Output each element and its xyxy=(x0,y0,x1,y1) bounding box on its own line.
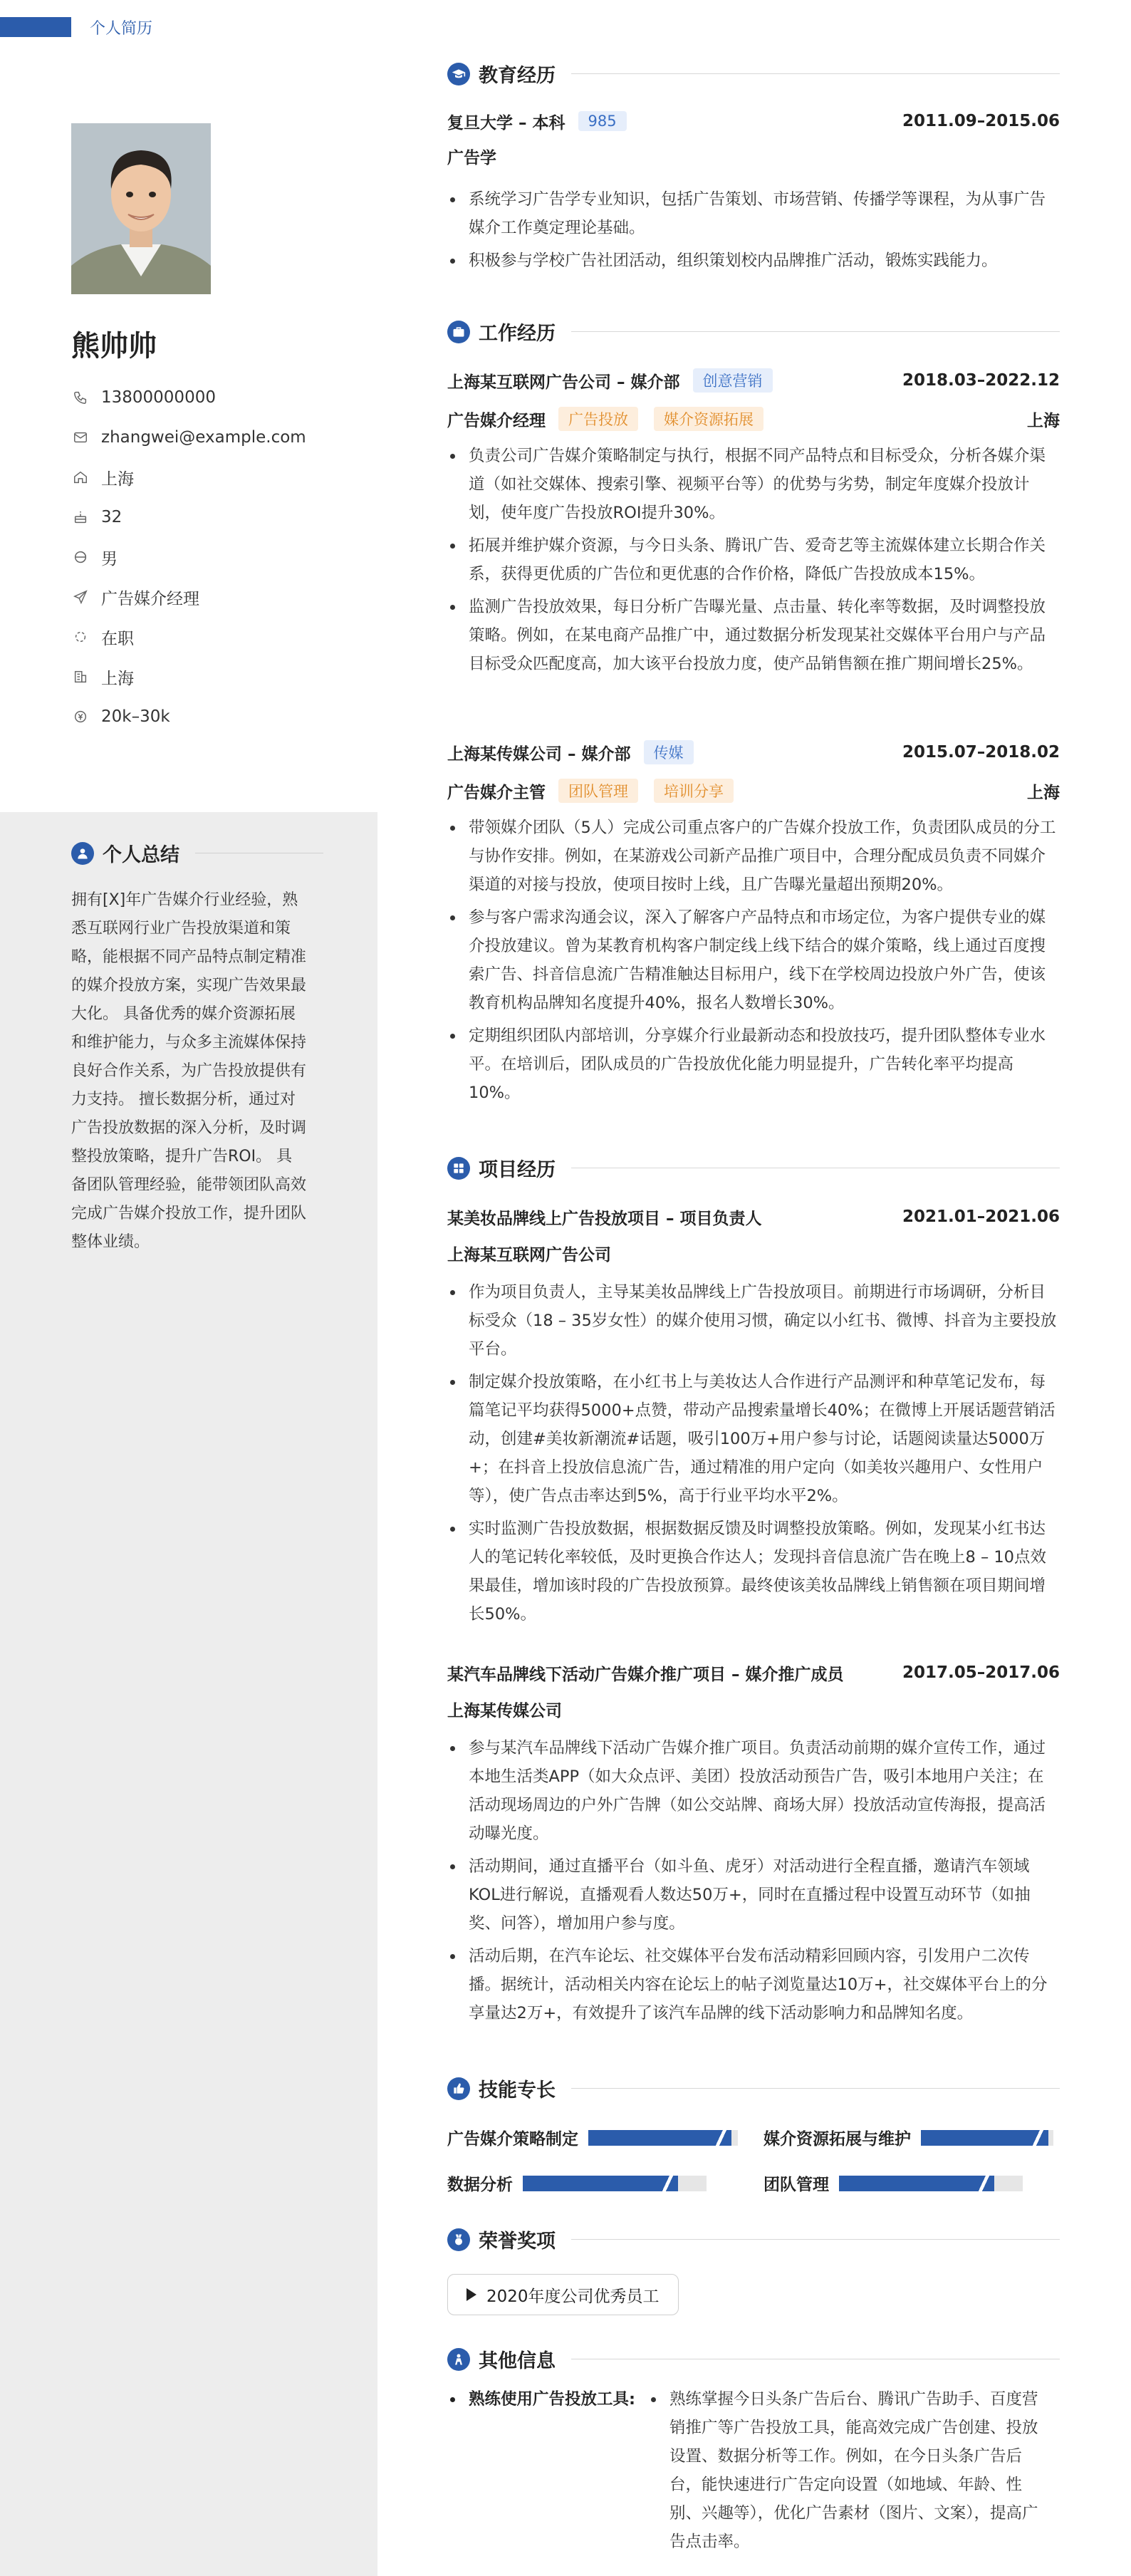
skill-bar xyxy=(523,2176,707,2191)
send-icon xyxy=(71,588,90,606)
list-item: 实时监测广告投放数据，根据数据反馈及时调整投放策略。例如，发现某小红书达人的笔记转化率较低，及时更换合作达人；发现抖音信息流广告在晚上8 – 10点效果最佳，增加该时段的广告投放预算。最终使该美妆品牌线上销售额在项目期间增长50%。 xyxy=(447,1515,1060,1629)
graduation-cap-icon xyxy=(447,63,470,85)
info-location xyxy=(71,457,370,497)
job-block-1 xyxy=(447,366,1060,682)
education-bullets xyxy=(447,185,1060,275)
education-date: 2011.09–2015.06 xyxy=(902,112,1060,130)
school-badge: 985 xyxy=(578,111,627,131)
email-text: zhangwei@example.com xyxy=(101,428,306,447)
gender-icon xyxy=(71,548,90,566)
status-text: 在职 xyxy=(101,629,134,648)
list-item: 拓展并维护媒介资源，与今日头条、腾讯广告、爱奇艺等主流媒体建立长期合作关系，获得更优质的广告位和更优惠的合作价格，降低广告投放成本15%。 xyxy=(447,531,1060,588)
work-header xyxy=(447,318,1060,346)
awards-header xyxy=(447,2226,1060,2253)
list-item: 带领媒介团队（5人）完成公司重点客户的广告媒介投放工作，负责团队成员的分工与协作安排。例如，在某游戏公司新产品推广项目中，合理分配成员负责不同媒介渠道的对接与投放，使项目按时上线，且广告曝光量超出预期20%。 xyxy=(447,814,1060,899)
skill-item xyxy=(447,2171,707,2195)
avatar-photo xyxy=(71,123,211,294)
position-text: 广告媒介经理 xyxy=(101,589,199,608)
skill-item xyxy=(763,2126,1053,2149)
skill-bar-fill xyxy=(588,2130,723,2146)
grid-icon xyxy=(447,1157,470,1180)
award-item xyxy=(447,2274,679,2315)
job-date: 2015.07–2018.02 xyxy=(902,743,1060,762)
list-item: 定期组织团队内部培训，分享媒介行业最新动态和投放技巧，提升团队整体专业水平。在培训后，团队成员的广告投放优化能力明显提升，广告转化率平均提高10%。 xyxy=(447,1022,1060,1107)
info-phone xyxy=(71,378,370,417)
skill-bar xyxy=(839,2176,1023,2191)
projects-header xyxy=(447,1154,1060,1182)
resume-tag-label: 个人简历 xyxy=(90,19,153,38)
project-block-1 xyxy=(447,1203,1060,1633)
education-row xyxy=(447,107,1060,135)
project-name: 某汽车品牌线下活动广告媒介推广项目 – 媒介推广成员 xyxy=(447,1665,844,1684)
list-item: 参与某汽车品牌线下活动广告媒介推广项目。负责活动前期的媒介宣传工作，通过本地生活类APP（如大众点评、美团）投放活动预告广告，吸引本地用户关注；在活动现场周边的户外广告牌（如公交站牌、商场大屏）投放活动宣传海报，提高活动曝光度。 xyxy=(447,1734,1060,1848)
summary-title: 个人总结 xyxy=(103,844,179,866)
job-badge: 传媒 xyxy=(644,740,694,764)
info-status xyxy=(71,617,370,657)
other-info xyxy=(447,2385,1060,2556)
skill-bar xyxy=(921,2130,1053,2146)
project-org: 上海某互联网广告公司 xyxy=(447,1246,611,1264)
phone-text: 13800000000 xyxy=(101,388,216,407)
resume-tag xyxy=(0,16,152,38)
other-title: 其他信息 xyxy=(479,2350,556,2372)
tag-accent-bar xyxy=(0,17,71,37)
list-item: 监测广告投放效果，每日分析广告曝光量、点击量、转化率等数据，及时调整投放策略。例如，在某电商产品推广中，通过数据分析发现某社交媒体平台用户与产品目标受众匹配度高，加大该平台投放力度，使产品销售额在推广期间增长25%。 xyxy=(447,593,1060,678)
skill-name: 广告媒介策略制定 xyxy=(447,2130,578,2149)
avatar xyxy=(71,123,211,294)
job-tag: 培训分享 xyxy=(654,779,734,803)
job-role-row xyxy=(447,405,1060,433)
skill-item xyxy=(447,2126,738,2149)
list-item: 作为项目负责人，主导某美妆品牌线上广告投放项目。前期进行市场调研，分析目标受众（18 – 35岁女性）的媒介使用习惯，确定以小红书、微博、抖音为主要投放平台。 xyxy=(447,1278,1060,1364)
skill-name: 数据分析 xyxy=(447,2176,513,2194)
list-item: 参与客户需求沟通会议，深入了解客户产品特点和市场定位，为客户提供专业的媒介投放建议。曾为某教育机构客户制定线上线下结合的媒介策略，线上通过百度搜索广告、抖音信息流广告精准触达目标用户，线下在学校周边投放户外广告，使该教育机构品牌知名度提升40%，报名人数增长30%。 xyxy=(447,903,1060,1017)
section-divider xyxy=(571,73,1060,74)
salary-text: 20k–30k xyxy=(101,707,170,726)
summary-text: 拥有[X]年广告媒介行业经验，熟悉互联网行业广告投放渠道和策略，能根据不同产品特点制定精准的媒介投放方案，实现广告效果最大化。 具备优秀的媒介资源拓展和维护能力，与众多主流媒体保持良好合作关系，为广告投放提供有力支持。 擅长数据分析，通过对广告投放数据的深入分析，及时调整投放策略，提升广告ROI。 具备团队管理经验，能带领团队高效完成广告媒介投放工作，提升团队整体业绩。 xyxy=(71,891,307,1251)
job-tag: 团队管理 xyxy=(558,779,638,803)
project-date: 2021.01–2021.06 xyxy=(902,1208,1060,1226)
job-header-row xyxy=(447,738,1060,767)
other-key: 熟练使用广告投放工具: xyxy=(447,2385,635,2556)
job-block-2 xyxy=(447,738,1060,1111)
skill-name: 团队管理 xyxy=(763,2176,829,2194)
other-value: 熟练掌握今日头条广告后台、腾讯广告助手、百度营销推广等广告投放工具，能高效完成广告创建、投放设置、数据分析等工作。例如，在今日头条广告后台，能快速进行广告定向设置（如地域、年龄、性别、兴趣等），优化广告素材（图片、文案），提高广告点击率。 xyxy=(644,2385,1050,2556)
medal-icon xyxy=(447,2228,470,2251)
job-date: 2018.03–2022.12 xyxy=(902,371,1060,390)
info-gender xyxy=(71,537,370,577)
job-header-row xyxy=(447,366,1060,395)
project-bullets xyxy=(447,1278,1060,1629)
job-company: 上海某互联网广告公司 – 媒介部 xyxy=(447,373,680,392)
info-city xyxy=(71,657,370,697)
city-text: 上海 xyxy=(101,669,134,688)
mail-icon xyxy=(71,428,90,447)
list-item: 系统学习广告学专业知识，包括广告策划、市场营销、传播学等课程，为从事广告媒介工作奠定理论基础。 xyxy=(447,185,1060,242)
work-title: 工作经历 xyxy=(479,323,556,345)
skill-item xyxy=(763,2171,1023,2195)
project-header-row xyxy=(447,1658,1060,1687)
projects-title: 项目经历 xyxy=(479,1159,556,1181)
job-role: 广告媒介经理 xyxy=(447,411,546,430)
salary-icon xyxy=(71,707,90,726)
other-header xyxy=(447,2345,1060,2373)
education-title: 教育经历 xyxy=(479,65,556,87)
user-icon xyxy=(71,842,94,865)
status-icon xyxy=(71,628,90,646)
briefcase-icon xyxy=(447,321,470,343)
skill-name: 媒介资源拓展与维护 xyxy=(763,2130,911,2149)
job-bullets xyxy=(447,814,1060,1107)
project-org: 上海某传媒公司 xyxy=(447,1702,562,1720)
job-role-row xyxy=(447,777,1060,805)
info-email xyxy=(71,417,370,457)
info-age xyxy=(71,497,370,537)
list-item: 活动后期，在汽车论坛、社交媒体平台发布活动精彩回顾内容，引发用户二次传播。据统计，活动相关内容在论坛上的帖子浏览量达10万+，社交媒体平台上的分享量达2万+，有效提升了该汽车品牌的线下活动影响力和品牌知名度。 xyxy=(447,1942,1060,2027)
job-tag: 广告投放 xyxy=(558,407,638,431)
skill-bar-fill xyxy=(523,2176,669,2191)
thumbs-up-icon xyxy=(447,2077,470,2100)
gender-text: 男 xyxy=(101,549,118,568)
cake-icon xyxy=(71,508,90,526)
list-item: 活动期间，通过直播平台（如斗鱼、虎牙）对活动进行全程直播，邀请汽车领域KOL进行解说，直播观看人数达50万+，同时在直播过程中设置互动环节（如抽奖、问答），增加用户参与度。 xyxy=(447,1852,1060,1938)
age-text: 32 xyxy=(101,508,123,526)
awards-title: 荣誉奖项 xyxy=(479,2230,556,2253)
list-item: 负责公司广告媒介策略制定与执行，根据不同产品特点和目标受众，分析各媒介渠道（如社交媒体、搜索引擎、视频平台等）的优势与劣势，制定年度媒介投放计划，使年度广告投放ROI提升30%。 xyxy=(447,442,1060,527)
education-major: 广告学 xyxy=(447,149,496,167)
education-header xyxy=(447,60,1060,88)
list-item: 积极参与学校广告社团活动，组织策划校内品牌推广活动，锻炼实践能力。 xyxy=(447,246,1060,275)
location-text: 上海 xyxy=(101,469,134,489)
home-icon xyxy=(71,468,90,487)
list-item: 制定媒介投放策略，在小红书上与美妆达人合作进行产品测评和种草笔记发布，每篇笔记平均获得5000+点赞，带动产品搜索量增长40%；在微博上开展话题营销活动，创建#美妆新潮流#话题，吸引100万+用户参与讨论，话题阅读量达5000万+；在抖音上投放信息流广告，通过精准的用户定向（如美妆兴趣用户、女性用户等），使广告点击率达到5%，高于行业平均水平2%。 xyxy=(447,1368,1060,1510)
person-icon xyxy=(447,2348,470,2371)
building-icon xyxy=(71,668,90,686)
section-divider xyxy=(571,331,1060,332)
section-divider xyxy=(571,2088,1060,2089)
candidate-name: 熊帅帅 xyxy=(71,330,157,363)
project-name: 某美妆品牌线上广告投放项目 – 项目负责人 xyxy=(447,1209,762,1228)
info-salary xyxy=(71,697,370,737)
job-company: 上海某传媒公司 – 媒介部 xyxy=(447,744,631,764)
project-block-2 xyxy=(447,1658,1060,2032)
summary-header xyxy=(71,839,323,867)
play-icon xyxy=(467,2288,476,2301)
skill-bar xyxy=(588,2130,738,2146)
project-header-row xyxy=(447,1203,1060,1231)
job-city: 上海 xyxy=(1027,411,1060,430)
contact-info-list xyxy=(71,378,370,737)
job-role: 广告媒介主管 xyxy=(447,783,546,802)
job-badge: 创意营销 xyxy=(693,368,773,393)
project-date: 2017.05–2017.06 xyxy=(902,1663,1060,1682)
section-divider xyxy=(571,2239,1060,2240)
education-block xyxy=(447,107,1060,279)
skill-bar-fill xyxy=(839,2176,986,2191)
school-name: 复旦大学 – 本科 xyxy=(447,113,566,133)
skill-bar-fill xyxy=(921,2130,1040,2146)
info-position xyxy=(71,577,370,617)
skills-title: 技能专长 xyxy=(479,2079,556,2102)
project-bullets xyxy=(447,1734,1060,2027)
skills-header xyxy=(447,2074,1060,2102)
job-city: 上海 xyxy=(1027,783,1060,802)
job-bullets xyxy=(447,442,1060,678)
job-tag: 媒介资源拓展 xyxy=(654,407,763,431)
phone-icon xyxy=(71,388,90,407)
award-label: 2020年度公司优秀员工 xyxy=(486,2287,660,2306)
